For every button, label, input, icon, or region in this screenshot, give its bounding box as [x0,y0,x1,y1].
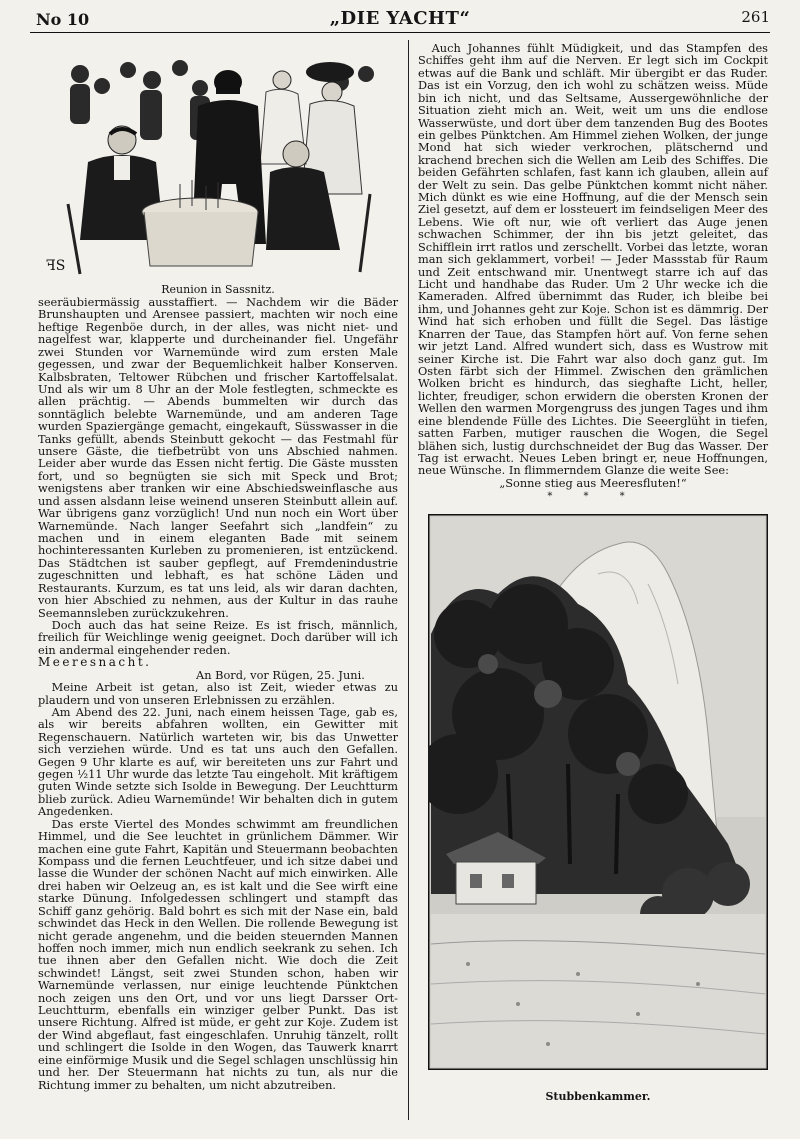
figure-caption-stubbenkammer: Stubbenkammer. [545,1090,651,1103]
left-text-column [38,296,398,1091]
issue-number: No 10 [36,10,90,29]
paragraph: Am Abend des 22. Juni, nach einem heissen Tage, gab es, als wir bereits abfahren wollten, ein Gewitter mit Regenschauern. Natürlich warteten wir, bis das Unwetter sich verziehen würde. Und es tat uns auch den Gefallen. Gegen 9 Uhr klarte es auf, wir bereiteten uns zur Fahrt und gegen ½11 Uhr wurde das letzte Tau eingeholt. Mit kräftigem guten Winde setzte sich Isolde in Bewegung. Der Leuchtturm blieb zurück. Adieu Warnemünde! Wir behalten dich in gutem Angedenken. [38,704,398,819]
paragraph: Meine Arbeit ist getan, also ist Zeit, wieder etwas zu plaudern und von unseren Erlebnissen zu erzählen. [38,680,398,707]
section-title: Meeresnacht. [38,655,152,670]
column-divider [408,40,409,1120]
paragraph: Doch auch das hat seine Reize. Es ist frisch, männlich, freilich für Weichlinge wenig geeignet. Doch darüber will ich ein andermal eingehender reden. [38,617,398,657]
paragraph: Das erste Viertel des Mondes schwimmt am freundlichen Himmel, und die See leuchtet in grünlichem Dämmer. Wir machen eine gute Fahrt, Kapitän und Steuermann beobachten Kompass und die fernen Leuchtfeuer, und ich sitze dabei und lasse die Wunder der schönen Nacht auf mich einwirken. Alle drei haben wir Oelzeug an, es ist kalt und die See wirft eine starke Dünung. Infolgedessen schlingert und stampft das Schiff ganz gehörig. Bald bohrt es sich mit der Nase ein, bald schwindet das Heck in den Wellen. Die rollende Bewegung ist nicht gerade angenehm, und die beiden steuernden Mannen hoffen noch immer, mich nun endlich seekrank zu sehen. Ich tue ihnen aber den Gefallen nicht. Wie doch die Zeit schwindet! Längst, seit zwei Stunden schon, haben wir Warnemünde verlassen, nur einige leuchtende Pünktchen noch zeigen uns den Ort, und vor uns liegt Darsser Ort-Leuchtturm, ebenfalls ein winziger gelber Punkt. Das ist unsere Richtung. Alfred ist müde, er geht zur Koje. Zudem ist der Wind abgeflaut, fast eingeschlafen. Unruhig tänzelt, rollt und schlingert die Isolde in den Wogen, das Tauwerk knarrt eine einförmige Musik und die Segel schlagen unschlüssig hin und her. Der Steuermann hat nichts zu tun, als nur die Richtung immer zu behalten, um nicht abzutreiben. [38,816,398,1092]
paragraph: Auch Johannes fühlt Müdigkeit, und das Stampfen des Schiffes geht ihm auf die Nerven. Er legt sich im Cockpit etwas auf die Bank und schläft. Mir übergibt er das Ruder. Das ist ein Vorzug, den ich wohl zu schätzen weiss. Müde bin ich nicht, und das Seltsame, Aussergewöhnliche der Situation zieht mich an. Weit, weit um uns die endlose Wasserwüste, und dort über dem tanzenden Bug des Bootes ein gelbes Pünktchen. Am Himmel ziehen Wolken, der junge Mond hat sich wieder verkrochen, plätschernd und krachend brechen sich die Wellen am Leib des Schiffes. Die beiden Gefährten schlafen, fast kann ich glauben, allein auf der Welt zu sein. Das gelbe Pünktchen kommt nicht näher. Mich dünkt es wie eine Hoffnung, auf die der Mensch sein Ziel gesetzt, auf dem er lossteuert im feindseligen Meer des Lebens. Wie oft nur, wie oft verliert das Auge jenen schwachen Schimmer, der ihn bis jetzt geleitet, das Schifflein irrt ratlos und zerschellt. Vorbei das letzte, woran man sich geklammert, vorbei! — Jeder Massstab für Raum und Zeit entschwand mir. Unentwegt starre ich auf das Licht und handhabe das Ruder. Um 2 Uhr wecke ich die Kameraden. Alfred übernimmt das Ruder, ich bleibe bei ihm, und Johannes geht zur Koje. Schon ist es dämmrig. Der Wind hat sich erhoben und füllt die Segel. Das lästige Knarren der Taue, das Stampfen hört auf. Von ferne sehen wir jetzt Land. Alfred wundert sich, dass es Wustrow mit seiner Kirche ist. Die Fahrt war also doch ganz gut. Im Osten färbt sich der Himmel. Zwischen den grämlichen Wolken bricht es hindurch, das sieghafte Licht, heller, lichter, freudiger, schon erwidern die obersten Kronen der Wellen den warmen Morgengruss des jungen Tages und ihm eine blendende Fülle des Lichtes. Die Seeerglüht in tiefen, satten Farben, mutiger rauschen die Wogen, die Segel blähen sich, lustig durchschneidet der Bug das Wasser. Der Tag ist erwacht. Neues Leben bringt er, neue Hoffnungen, neue Wünsche. In flimmerndem Glanze die weite See: [418,41,768,478]
page-header [30,6,770,33]
page-number: 261 [741,8,770,26]
right-text-column [418,42,768,504]
section-separator: * * * [547,491,639,503]
magazine-title: „DIE YACHT“ [329,8,471,29]
reunion-illustration [40,44,398,276]
stubbenkammer-illustration [428,514,768,1070]
svg-text:ꟻS: ꟻS [46,258,66,274]
dateline: An Bord, vor Rügen, 25. Juni. [196,667,365,682]
paragraph: seeräubiermässig ausstaffiert. — Nachdem wir die Bäder Brunshaupten und Arensee passiert, machten wir noch eine heftige Regenböe durch, in der alles, was nicht niet- und nagelfest war, klapperte und durcheinander fiel. Ungefähr zwei Stunden vor Warnemünde wird zum ersten Male gegessen, und zwar der Bequemlichkeit halber Konserven. Kalbsbraten, Teltower Rübchen und frischer Kartoffelsalat. Und als wir um 8 Uhr an der Mole festlegten, schmeckte es allen prächtig. — Abends bummelten wir durch das sonntäglich belebte Warnemünde, und am anderen Tage wurden Spaziergänge gemacht, eingekauft, Süsswasser in die Tanks gefüllt, abends Steinbutt gekocht — das Festmahl für unsere Gäste, die tiefbetrübt von uns Abschied nahmen. Leider aber wurde das Essen nicht fertig. Die Gäste mussten fort, und so begnügten sie sich mit Speck und Brot; wenigstens aber tranken wir eine Abschiedsweinflasche aus und assen alsdann leise weinend unseren Steinbutt allein auf. War übrigens ganz vorzüglich! Und nun noch ein Wort über Warnemünde. Nach langer Seefahrt sich „landfein“ zu machen und in einem eleganten Bade mit seinem hochinteressanten Kurleben zu promenieren, ist entzückend. Das Städtchen ist sauber gepflegt, auf Fremdenindustrie zugeschnitten und lebhaft, es hat schöne Läden und Restaurants. Kurzum, es tat uns leid, als wir daran dachten, von hier Abschied zu nehmen, aus der Kultur in das rauhe Seemannsleben zurückzukehren. [38,295,398,620]
figure-caption-reunion: Reunion in Sassnitz. [161,283,275,296]
quote-line: „Sonne stieg aus Meeresfluten!“ [499,475,687,490]
